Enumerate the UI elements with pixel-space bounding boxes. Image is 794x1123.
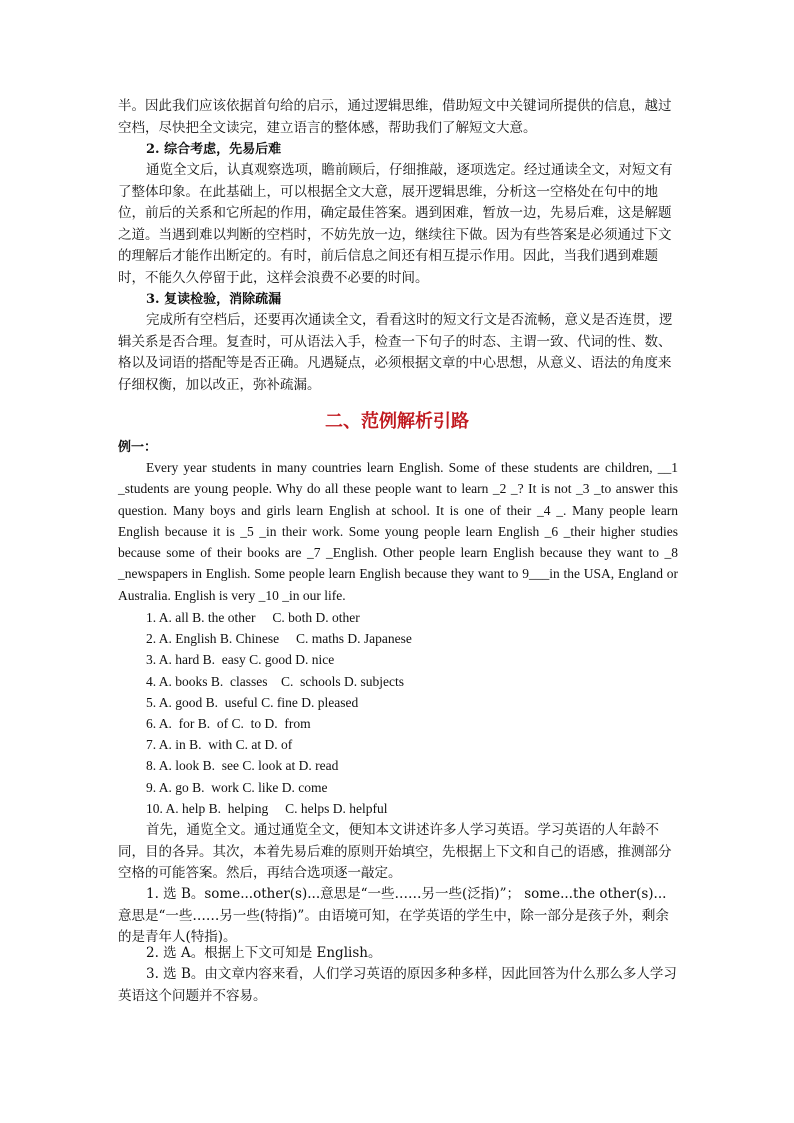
option-item: 3. A. hard B. easy C. good D. nice [146, 652, 335, 668]
option-item: 7. A. in B. with C. at D. of [146, 737, 293, 753]
answer-3: 3. 选 B。由文章内容来看，人们学习英语的原因多种多样，因此回答为什么那么多人学习英语这个问题并不容易。 [118, 966, 677, 1004]
answer-1: 1. 选 B。some...other(s)...意思是“一些……另一些(泛指)”； some...the other(s)...意思是“一些……另一些(特指)”。由语境可知，在学英语的学生中，除一部分是孩子外，剩余的是青年人(特指)。 [118, 886, 669, 945]
heading-strategy-2: 2. 综合考虑，先易后难 [146, 142, 282, 157]
options-list [146, 607, 666, 819]
cloze-passage: Every year students in many countries learn English. Some of these students are children, __1 _students are young people. Why do all these people want to learn _2 _? It is not _3 _to answer this question. Many boys and girls learn English at school. It is one of their _4 _. Many people learn English because it is _5 _in their work. Some young people learn English _6 _their higher studies because some of their books are _7 _English. Other people learn English because they want to _8 _newspapers in English. Some people learn English because they want to 9___in the USA, England or Australia. English is very _10 _in our life. [118, 460, 678, 603]
heading-strategy-3: 3. 复读检验，消除疏漏 [146, 292, 282, 307]
intro-paragraph-1: 半。因此我们应该依据首句给的启示，通过逻辑思维，借助短文中关键词所提供的信息，越过空档，尽快把全文读完，建立语言的整体感，帮助我们了解短文大意。 [118, 98, 672, 136]
option-item: 9. A. go B. work C. like D. come [146, 779, 328, 795]
analysis-paragraph: 首先，通览全文。通过通览全文，便知本文讲述许多人学习英语。学习英语的人年龄不同，目的各异。其次，本着先易后难的原则开始填空，先根据上下文和自己的语感，推测部分空格的可能答案。然后，再结合选项逐一敲定。 [118, 822, 672, 881]
option-item: 5. A. good B. useful C. fine D. pleased [146, 694, 359, 710]
answer-2: 2. 选 A。根据上下文可知是 English。 [146, 945, 382, 961]
option-item: 10. A. help B. helping C. helps D. helpful [146, 800, 388, 816]
option-item: 1. A. all B. the other C. both D. other [146, 610, 360, 625]
option-item: 6. A. for B. of C. to D. from [146, 715, 311, 731]
intro-paragraph-2: 通览全文后，认真观察选项，瞻前顾后，仔细推敲，逐项选定。经过通读全文，对短文有了整体印象。在此基础上，可以根据全文大意，展开逻辑思维，分析这一空格处在句中的地位，前后的关系和它所起的作用，确定最佳答案。遇到困难，暂放一边，先易后难，这是解题之道。当遇到难以判断的空档时，不妨先放一边，继续往下做。因为有些答案是必须通过下文的理解后才能作出断定的。有时，前后信息之间还有相互提示作用。因此，当我们遇到难题时，不能久久停留于此，这样会浪费不必要的时间。 [118, 162, 673, 286]
option-item: 2. A. English B. Chinese C. maths D. Japanese [146, 631, 412, 647]
intro-paragraph-3: 完成所有空档后，还要再次通读全文，看看这时的短文行文是否流畅，意义是否连贯，逻辑关系是否合理。复查时，可从语法入手，检查一下句子的时态、主谓一致、代词的性、数、格以及词语的搭配等是否正确。凡遇疑点，必须根据文章的中心思想，从意义、语法的角度来仔细权衡，加以改正，弥补疏漏。 [118, 312, 673, 393]
example-label: 例一： [118, 440, 158, 455]
option-item: 4. A. books B. classes C. schools D. subjects [146, 673, 404, 689]
section-title: 二、范例解析引路 [325, 411, 469, 432]
option-item: 8. A. look B. see C. look at D. read [146, 758, 339, 774]
